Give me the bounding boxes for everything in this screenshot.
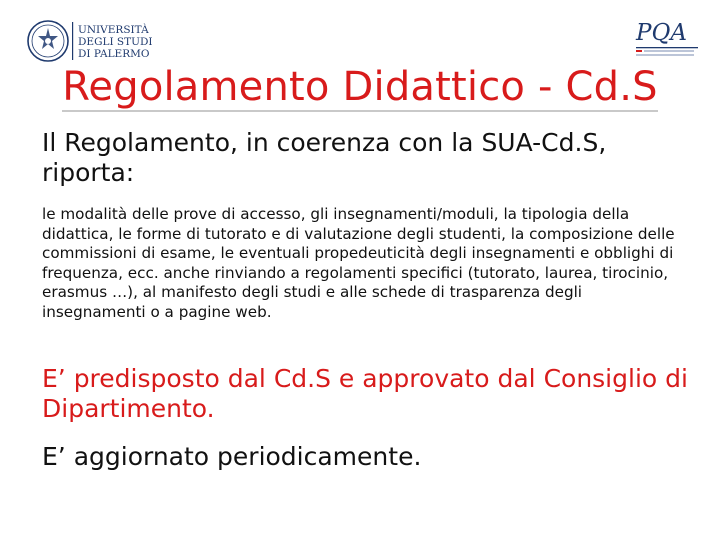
- pqa-logo-caption: [644, 51, 694, 52]
- pqa-logo-mark: [636, 50, 642, 52]
- logo-line-2: DEGLI STUDI: [78, 36, 153, 48]
- closing-text: E’ aggiornato periodicamente.: [42, 442, 422, 471]
- university-seal-icon: [28, 21, 68, 61]
- pqa-logo-rule: [636, 47, 698, 48]
- logo-line-1: UNIVERSITÀ: [78, 24, 149, 36]
- university-logo: [24, 16, 164, 66]
- logo-divider: [72, 22, 73, 60]
- pqa-logo-text: PQA: [636, 20, 687, 46]
- logo-line-3: DI PALERMO: [78, 48, 150, 60]
- pqa-logo-caption: [636, 55, 694, 56]
- title-underline: [62, 110, 658, 112]
- highlight-text: E’ predisposto dal Cd.S e approvato dal Consiglio di Dipartimento.: [42, 364, 688, 423]
- pqa-logo: [632, 14, 702, 64]
- body-paragraph: le modalità delle prove di accesso, gli insegnamenti/moduli, la tipologia della didattica, le forme di tutorato e di valutazione degli studenti, la composizione delle commissioni di esame, le eventuali propedeuticità degli insegnamenti e obblighi di frequenza, ecc. anche rinviando a regolamenti specifici (tutorato, laurea, tirocinio, erasmus …), al manifesto degli studi e alle schede di trasparenza degli insegnamenti o a pagine web.: [42, 205, 675, 321]
- intro-text: Il Regolamento, in coerenza con la SUA-Cd.S, riporta:: [42, 128, 607, 187]
- slide-title: Regolamento Didattico - Cd.S: [62, 64, 658, 110]
